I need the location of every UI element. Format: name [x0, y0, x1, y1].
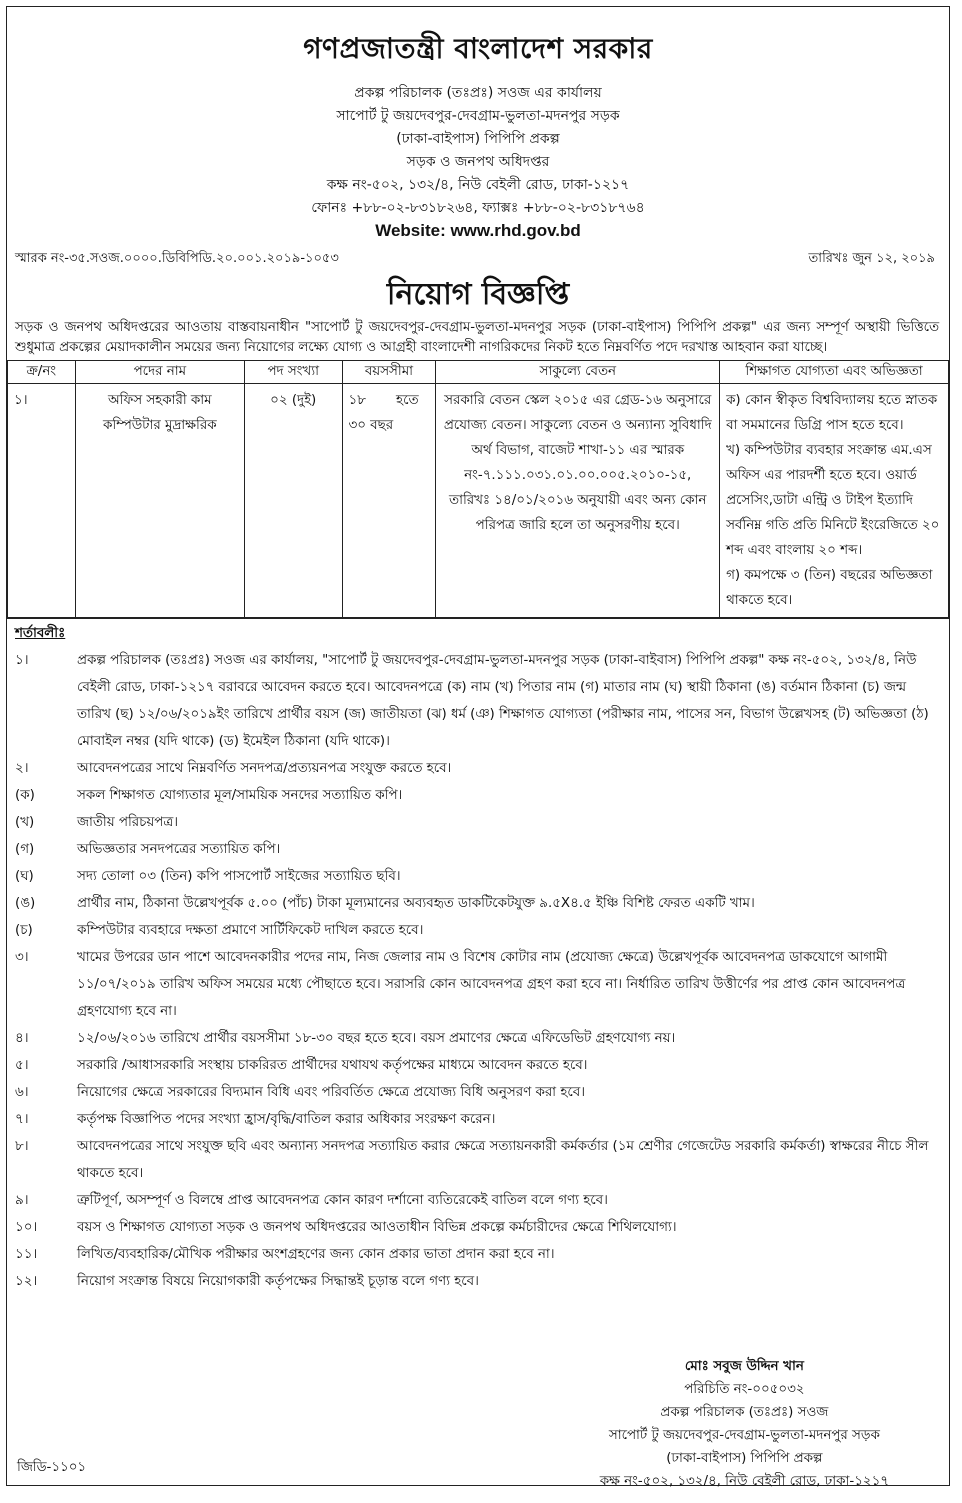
condition-item: [15, 917, 941, 944]
condition-item: [15, 1079, 941, 1106]
condition-text: সদ্য তোলা ০৩ (তিন) কপি পাসপোর্ট সাইজের সত্যায়িত ছবি।: [77, 869, 401, 884]
signatory-designation: প্রকল্প পরিচালক (তঃপ্রঃ) সওজ: [660, 1405, 829, 1420]
signatory-project-2: (ঢাকা-বাইপাস) পিপিপি প্রকল্প: [666, 1451, 823, 1466]
government-title: গণপ্রজাতন্ত্রী বাংলাদেশ সরকার: [303, 32, 653, 65]
notice-title: নিয়োগ বিজ্ঞপ্তি: [386, 277, 570, 312]
condition-text: আবেদনপত্রের সাথে সংযুক্ত ছবি এবং অন্যান্য সনদপত্র সত্যায়িত করার ক্ষেত্রে সত্যায়নকারী কর্মকর্তার (১ম শ্রেণীর গেজেটেড সরকারি কর্মকর্তা) স্বাক্ষরের নীচে সীল থাকতে হবে।: [77, 1139, 929, 1181]
header-post-name: পদের নাম: [75, 361, 244, 384]
qualification-a: ক) কোন স্বীকৃত বিশ্ববিদ্যালয় হতে স্নাতক বা সমমানের ডিগ্রি পাস হতে হবে।: [726, 393, 938, 433]
conditions-section: [7, 618, 949, 1295]
header-serial: ক্র/নং: [8, 361, 76, 384]
condition-text: ত্রুটিপূর্ণ, অসম্পূর্ণ ও বিলম্বে প্রাপ্ত আবেদনপত্র কোন কারণ দর্শানো ব্যতিরেকেই বাতিল বলে গণ্য হবে।: [77, 1193, 608, 1208]
condition-number: ৫।: [15, 1058, 29, 1073]
reference-row: [7, 249, 949, 270]
condition-text: খামের উপরের ডান পাশে আবেদনকারীর পদের নাম, নিজ জেলার নাম ও বিশেষ কোটার নাম (প্রযোজ্য ক্ষেত্রে) উল্লেখপূর্বক আবেদনপত্র ডাকযোগে আগামী ১১/০৭/২০১৯ তারিখ অফিস সময়ের মধ্যে পৌছাতে হবে। সরাসরি কোন আবেদনপত্র গ্রহণ করা হবে না। নির্ধারিত তারিখ উত্তীর্ণের পর প্রাপ্ত কোন আবেদনপত্র গ্রহণযোগ্য হবে না।: [77, 950, 906, 1019]
qualification-c: গ) কমপক্ষে ৩ (তিন) বছরের অভিজ্ঞতা থাকতে হবে।: [726, 568, 933, 608]
condition-number: ৩।: [15, 950, 29, 965]
condition-number: (গ): [15, 842, 35, 857]
phone-fax-line: ফোনঃ +৮৮-০২-৮৩১৮২৬৪, ফ্যাক্সঃ +৮৮-০২-৮৩১৮৭৬৪: [311, 200, 645, 216]
condition-number: (ঙ): [15, 896, 36, 911]
age-from: ১৮: [348, 393, 366, 408]
condition-text: অভিজ্ঞতার সনদপত্রের সত্যায়িত কপি।: [77, 842, 281, 857]
signatory-id: পরিচিতি নং-০০৫০৩২: [684, 1382, 805, 1397]
condition-text: জাতীয় পরিচয়পত্র।: [77, 815, 179, 830]
cell-salary: সরকারি বেতন স্কেল ২০১৫ এর গ্রেড-১৬ অনুসারে প্রযোজ্য বেতন। সাকুল্যে বেতন ও অন্যান্য সুবিধাদি অর্থ বিভাগ, বাজেট শাখা-১১ এর স্মারক নং-৭.১১১.০৩১.০১.০০.০০৫.২০১০-১৫, তারিখঃ ১৪/০১/২০১৬ অনুযায়ী এবং অন্য কোন পরিপত্র জারি হলে তা অনুসরণীয় হবে।: [436, 384, 720, 618]
condition-item: [15, 836, 941, 863]
condition-text: ১২/০৬/২০১৬ তারিখে প্রার্থীর বয়সসীমা ১৮-৩০ বছর হতে হবে। বয়স প্রমাণের ক্ষেত্রে এফিডেভিট গ্রহণযোগ্য নয়।: [77, 1031, 676, 1046]
condition-item: [15, 863, 941, 890]
header-post-count: পদ সংখ্যা: [244, 361, 342, 384]
signature-block: [600, 1355, 889, 1493]
condition-item: [15, 944, 941, 1025]
condition-number: ১০।: [15, 1220, 38, 1235]
cell-serial: ১।: [8, 384, 76, 618]
condition-text: নিয়োগের ক্ষেত্রে সরকারের বিদ্যমান বিধি এবং পরিবর্তিত ক্ষেত্রে প্রযোজ্য বিধি অনুসরণ করা হবে।: [77, 1085, 585, 1100]
gd-code: জিডি-১১০১: [17, 1460, 87, 1475]
age-to: ৩০ বছর: [348, 418, 394, 433]
condition-item: [15, 1187, 941, 1214]
condition-item: [15, 1214, 941, 1241]
table-header-row: [8, 361, 949, 384]
condition-text: প্রকল্প পরিচালক (তঃপ্রঃ) সওজ এর কার্যালয়, "সাপোর্ট টু জয়দেবপুর-দেবগ্রাম-ভুলতা-মদনপুর সড়ক (ঢাকা-বাইবাস) পিপিপি প্রকল্প" কক্ষ নং-৫০২, ১৩২/৪, নিউ বেইলী রোড, ঢাকা-১২১৭ বরাবরে আবেদন করতে হবে। আবেদনপত্রে (ক) নাম (খ) পিতার নাম (গ) মাতার নাম (ঘ) স্থায়ী ঠিকানা (ঙ) বর্তমান ঠিকানা (চ) জন্ম তারিখ (ছ) ১২/০৬/২০১৯ইং তারিখে প্রার্থীর বয়স (জ) জাতীয়তা (ঝ) ধর্ম (ঞ) শিক্ষাগত যোগ্যতা (পরীক্ষার নাম, পাসের সন, বিভাগ উল্লেখসহ (ট) অভিজ্ঞতা (ঠ) মোবাইল নম্বর (যদি থাকে) (ড) ইমেইল ঠিকানা (যদি থাকে)।: [77, 653, 929, 749]
condition-item: [15, 1133, 941, 1187]
condition-number: ৬।: [15, 1085, 29, 1100]
condition-text: বয়স ও শিক্ষাগত যোগ্যতা সড়ক ও জনপথ অধিদপ্তরের আওতাধীন বিভিন্ন প্রকল্পে কর্মচারীদের ক্ষেত্রে শিথিলযোগ্য।: [77, 1220, 677, 1235]
header-salary: সাকুল্যে বেতন: [436, 361, 720, 384]
project-line-2: (ঢাকা-বাইপাস) পিপিপি প্রকল্প: [396, 131, 560, 147]
table-row: [8, 384, 949, 618]
condition-item: [15, 1268, 941, 1295]
conditions-list: [15, 647, 941, 1295]
condition-text: নিয়োগ সংক্রান্ত বিষয়ে নিয়োগকারী কর্তৃপক্ষের সিদ্ধান্তই চূড়ান্ত বলে গণ্য হবে।: [77, 1274, 479, 1289]
condition-number: ৯।: [15, 1193, 29, 1208]
condition-number: (খ): [15, 815, 35, 830]
conditions-heading: শর্তাবলীঃ: [15, 626, 66, 641]
condition-text: সকল শিক্ষাগত যোগ্যতার মূল/সাময়িক সনদের সত্যায়িত কপি।: [77, 788, 403, 803]
department-line: সড়ক ও জনপথ অধিদপ্তর: [406, 154, 550, 170]
condition-number: ৭।: [15, 1112, 29, 1127]
age-to-word: হতে: [396, 393, 419, 408]
condition-number: ১২।: [15, 1274, 38, 1289]
condition-number: ২।: [15, 761, 29, 776]
notice-page: [6, 6, 950, 1489]
condition-item: [15, 647, 941, 755]
cell-qualification: [720, 384, 949, 618]
intro-paragraph: সড়ক ও জনপথ অধিদপ্তরের আওতায় বাস্তবায়নাধীন "সাপোর্ট টু জয়দেবপুর-দেবগ্রাম-ভুলতা-মদনপুর সড়ক (ঢাকা-বাইপাস) পিপিপি প্রকল্প" এর জন্য সম্পূর্ণ অস্থায়ী ভিত্তিতে শুধুমাত্র প্রকল্পের মেয়াদকালীন সময়ের জন্য নিয়োগের লক্ষ্যে যোগ্য ও আগ্রহী বাংলাদেশী নাগরিকদের নিকট হতে নিম্নবর্ণিত পদে দরখাস্ত আহবান করা যাচ্ছে।: [15, 320, 939, 355]
qualification-b: খ) কম্পিউটার ব্যবহার সংক্রান্ত এম.এস অফিস এর পারদর্শী হতে হবে। ওয়ার্ড প্রসেসিং,ডাটা এন্ট্রি ও টাইপ ইত্যাদি সর্বনিম্ন গতি প্রতি মিনিটে ইংরেজিতে ২০ শব্দ এবং বাংলায় ২০ শব্দ।: [726, 443, 940, 558]
condition-number: ৪।: [15, 1031, 29, 1046]
signatory-project-1: সাপোর্ট টু জয়দেবপুর-দেবগ্রাম-ভুলতা-মদনপুর সড়ক: [608, 1428, 880, 1443]
cell-age-limit: [342, 384, 436, 618]
cell-post-count: ০২ (দুই): [244, 384, 342, 618]
condition-item: [15, 890, 941, 917]
condition-item: [15, 1052, 941, 1079]
condition-item: [15, 1106, 941, 1133]
condition-number: ১১।: [15, 1247, 38, 1262]
condition-number: (ক): [15, 788, 35, 803]
condition-item: [15, 782, 941, 809]
vacancy-table: [7, 360, 949, 618]
condition-number: (ঘ): [15, 869, 34, 884]
condition-text: কম্পিউটার ব্যবহারে দক্ষতা প্রমাণে সার্টিফিকেট দাখিল করতে হবে।: [77, 923, 424, 938]
condition-item: [15, 1241, 941, 1268]
condition-text: কর্তৃপক্ষ বিজ্ঞাপিত পদের সংখ্যা হ্রাস/বৃদ্ধি/বাতিল করার অধিকার সংরক্ষণ করেন।: [77, 1112, 496, 1127]
condition-item: [15, 1025, 941, 1052]
condition-text: প্রার্থীর নাম, ঠিকানা উল্লেখপূর্বক ৫.০০ (পাঁচ) টাকা মূল্যমানের অব্যবহৃত ডাকটিকেটযুক্ত ৯.৫X৪.৫ ইঞ্চি বিশিষ্ট ফেরত একটি খাম।: [77, 896, 755, 911]
condition-text: লিখিত/ব্যবহারিক/মৌখিক পরীক্ষার অংশগ্রহণের জন্য কোন প্রকার ভাতা প্রদান করা হবে না।: [77, 1247, 555, 1262]
letterhead: [7, 27, 949, 241]
header-age-limit: বয়সসীমা: [342, 361, 436, 384]
cell-post-name: অফিস সহকারী কাম কম্পিউটার মুদ্রাক্ষরিক: [75, 384, 244, 618]
condition-number: ১।: [15, 653, 29, 668]
condition-item: [15, 809, 941, 836]
condition-item: [15, 755, 941, 782]
condition-text: সরকারি /আধাসরকারি সংস্থায় চাকরিরত প্রার্থীদের যথাযথ কর্তৃপক্ষের মাধ্যমে আবেদন করতে হবে।: [77, 1058, 588, 1073]
header-qualification: শিক্ষাগত যোগ্যতা এবং অভিজ্ঞতা: [720, 361, 949, 384]
signatory-address: কক্ষ নং-৫০২, ১৩২/৪, নিউ বেইলী রোড, ঢাকা-১২১৭: [599, 1474, 889, 1489]
address-line: কক্ষ নং-৫০২, ১৩২/৪, নিউ বেইলী রোড, ঢাকা-১২১৭: [326, 177, 630, 193]
condition-number: (চ): [15, 923, 33, 938]
notice-date: তারিখঃ জুন ১২, ২০১৯: [808, 251, 935, 266]
signatory-name: মোঃ সবুজ উদ্দিন খান: [684, 1359, 804, 1374]
condition-text: আবেদনপত্রের সাথে নিম্নবর্ণিত সনদপত্র/প্রত্যয়নপত্র সংযুক্ত করতে হবে।: [77, 761, 452, 776]
website-line: Website: www.rhd.gov.bd: [375, 221, 581, 240]
project-line-1: সাপোর্ট টু জয়দেবপুর-দেবগ্রাম-ভুলতা-মদনপুর সড়ক: [336, 108, 620, 124]
office-line: প্রকল্প পরিচালক (তঃপ্রঃ) সওজ এর কার্যালয়: [354, 85, 602, 101]
memo-number: স্মারক নং-৩৫.সওজ.০০০০.ডিবিপিডি.২০.০০১.২০১৯-১০৫৩: [15, 251, 339, 266]
condition-number: ৮।: [15, 1139, 29, 1154]
